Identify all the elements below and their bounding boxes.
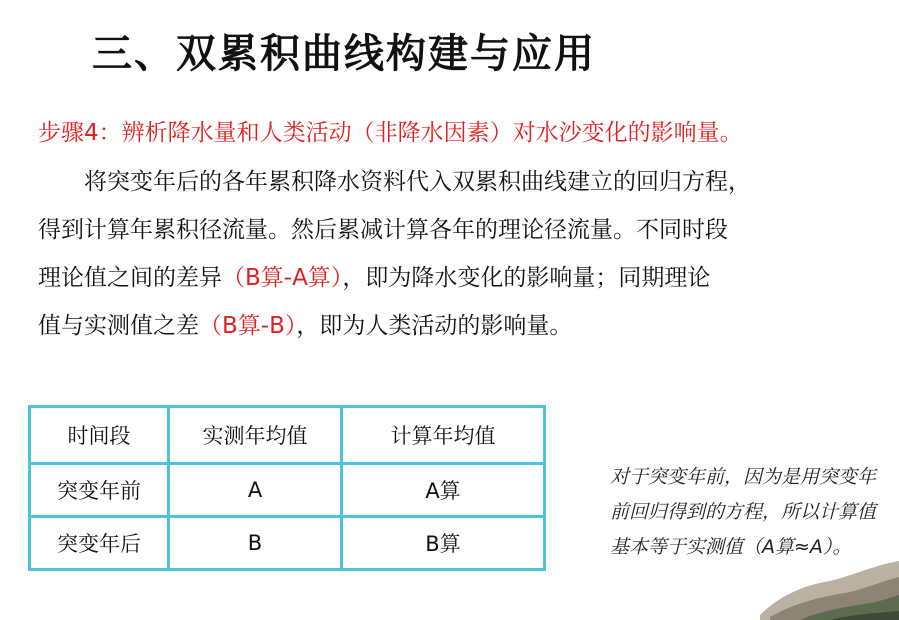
paragraph-line-4 [38, 302, 868, 350]
table-cell: 突变年前 [30, 464, 169, 517]
table-row [30, 517, 545, 570]
side-note: 对于突变年前，因为是用突变年前回归得到的方程，所以计算值基本等于实测值（A算≈A）。 [610, 466, 877, 558]
paragraph-line-2: 得到计算年累积径流量。然后累减计算各年的理论径流量。不同时段 [38, 217, 728, 243]
table-cell: B算 [342, 517, 545, 570]
paragraph-line-3-end: ，即为降水变化的影响量；同期理论 [342, 265, 711, 291]
comparison-table [28, 405, 546, 571]
mountain-landscape-decoration [760, 555, 899, 620]
table-header-cell: 时间段 [30, 407, 169, 464]
table-cell: B [169, 517, 342, 570]
table-header-row [30, 407, 545, 464]
table-cell: A算 [342, 464, 545, 517]
page-title: 三、双累积曲线构建与应用 [92, 31, 596, 77]
step-heading: 步骤4：辨析降水量和人类活动（非降水因素）对水沙变化的影响量。 [38, 120, 743, 146]
human-activity-effect-formula: （B算-B） [199, 313, 297, 339]
paragraph-line-3-start: 理论值之间的差异 [38, 265, 222, 291]
precipitation-effect-formula: （B算-A算） [222, 265, 343, 291]
table-header-cell: 计算年均值 [342, 407, 545, 464]
body-paragraph [38, 158, 868, 350]
paragraph-line-4-start: 值与实测值之差 [38, 313, 199, 339]
paragraph-line-3 [38, 254, 868, 302]
table-row [30, 464, 545, 517]
table-cell: A [169, 464, 342, 517]
paragraph-line-1: 将突变年后的各年累积降水资料代入双累积曲线建立的回归方程， [84, 169, 751, 195]
table-cell: 突变年后 [30, 517, 169, 570]
paragraph-line-4-end: ，即为人类活动的影响量。 [296, 313, 573, 339]
table-header-cell: 实测年均值 [169, 407, 342, 464]
